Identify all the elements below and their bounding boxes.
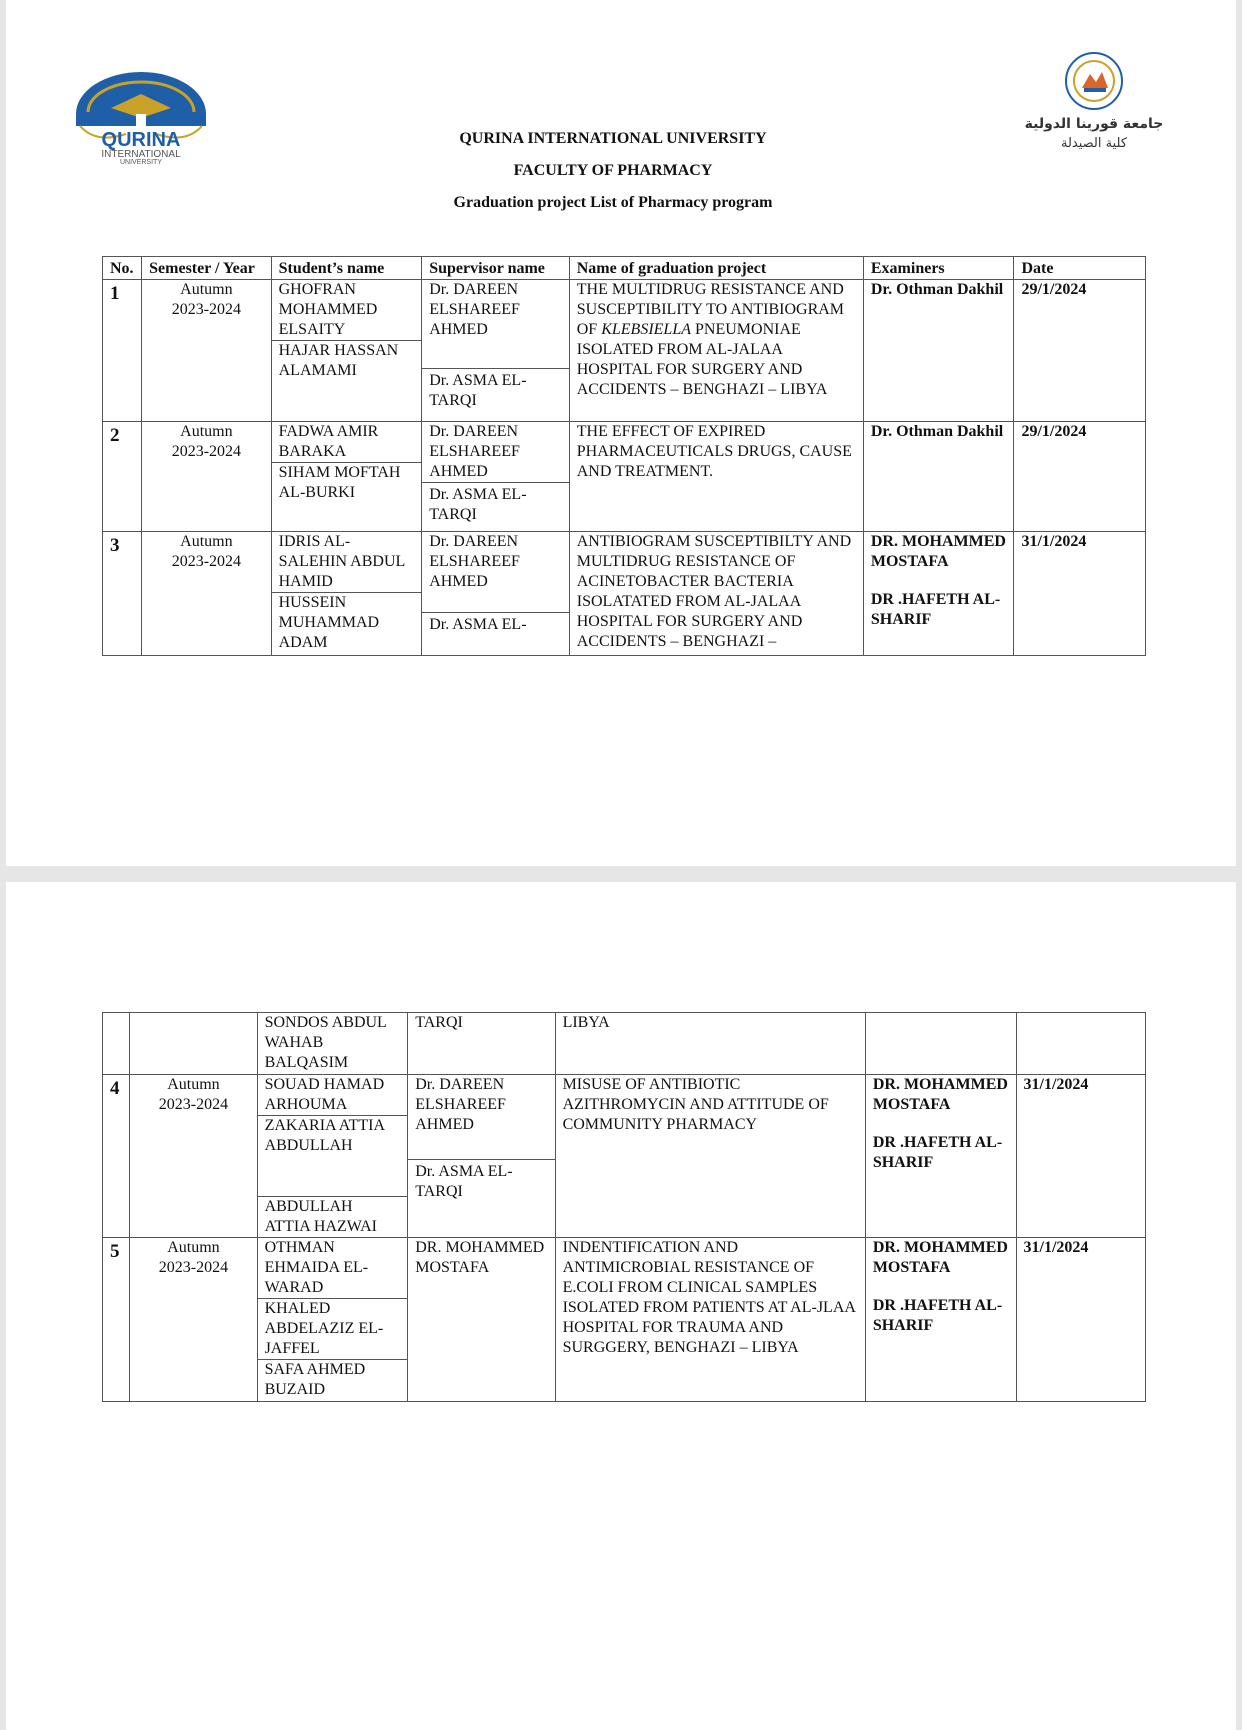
student-name: OTHMAN EHMAIDA EL-WARAD	[258, 1238, 408, 1299]
table-row-continuation	[103, 1013, 1146, 1075]
empty-cell	[1016, 1013, 1146, 1075]
logo-wordmark: QURINA	[101, 129, 181, 151]
year: 2023-2024	[158, 1096, 229, 1113]
column-header-supervisor: Supervisor name	[422, 257, 570, 280]
student-name: FADWA AMIR BARAKA	[272, 422, 422, 463]
semester-cell	[142, 532, 271, 656]
supervisor-name: Dr. DAREEN ELSHAREEF AHMED	[422, 280, 569, 369]
semester-cell	[130, 1238, 257, 1402]
students-cell	[257, 1075, 408, 1238]
empty-cell	[865, 1013, 1016, 1075]
examiners-cell	[865, 1238, 1016, 1402]
examiner: DR. MOHAMMED MOSTAFA	[872, 1239, 1008, 1276]
graduation-projects-table	[102, 256, 1146, 656]
arabic-faculty-name: كلية الصيدلة	[1060, 136, 1128, 151]
document-page-2	[6, 882, 1236, 1730]
date-cell: 31/1/2024	[1016, 1238, 1146, 1402]
column-header-project: Name of graduation project	[569, 257, 863, 280]
supervisors-cell	[422, 532, 570, 656]
supervisor-name: Dr. DAREEN ELSHAREEF AHMED	[422, 422, 569, 483]
students-cell	[271, 532, 422, 656]
row-number: 4	[103, 1075, 130, 1238]
row-number: 5	[103, 1238, 130, 1402]
table-row	[103, 422, 1146, 532]
supervisor-name: Dr. ASMA EL-TARQI	[415, 1163, 513, 1200]
logo-subtext-2: UNIVERSITY	[119, 159, 163, 164]
examiners-cell	[863, 532, 1014, 656]
semester: Autumn	[180, 423, 233, 440]
year: 2023-2024	[171, 301, 242, 318]
logo-subtext: INTERNATIONAL	[101, 149, 181, 160]
project-title: MISUSE OF ANTIBIOTIC AZITHROMYCIN AND ATTITUDE OF COMMUNITY PHARMACY	[555, 1075, 865, 1238]
examiner: DR .HAFETH AL- SHARIF	[870, 591, 1001, 628]
project-title: INDENTIFICATION AND ANTIMICROBIAL RESISTANCE OF E.COLI FROM CLINICAL SAMPLES ISOLATED FROM PATIENTS AT AL-JLAA HOSPITAL FOR TRAUMA AND SURGGERY, BENGHAZI – LIBYA	[555, 1238, 865, 1402]
supervisor-name: TARQI	[408, 1013, 555, 1075]
semester-cell	[130, 1075, 257, 1238]
student-name: HAJAR HASSAN ALAMAMI	[278, 342, 399, 379]
empty-cell	[103, 1013, 130, 1075]
examiner: DR. MOHAMMED MOSTAFA	[870, 533, 1006, 570]
row-number: 2	[103, 422, 142, 532]
semester: Autumn	[180, 533, 233, 550]
empty-cell	[130, 1013, 257, 1075]
student-name: SOUAD HAMAD ARHOUMA	[258, 1075, 408, 1116]
examiner: DR. MOHAMMED MOSTAFA	[872, 1076, 1008, 1113]
year: 2023-2024	[171, 443, 242, 460]
students-cell	[257, 1238, 408, 1402]
project-title-cont: PNEUMONIAE ISOLATED FROM AL-JALAA HOSPITAL FOR SURGERY AND ACCIDENTS – BENGHAZI – LIBYA	[576, 321, 828, 398]
faculty-title: FACULTY OF PHARMACY	[513, 162, 713, 179]
qurina-university-logo	[66, 64, 216, 164]
student-name: KHALED ABDELAZIZ EL-JAFFEL	[258, 1299, 408, 1360]
semester: Autumn	[167, 1076, 220, 1093]
supervisor-name: Dr. DAREEN ELSHAREEF AHMED	[408, 1075, 554, 1160]
list-title: Graduation project List of Pharmacy program	[453, 194, 773, 211]
semester-cell	[142, 280, 271, 422]
table-row	[103, 1075, 1146, 1238]
table-row	[103, 532, 1146, 656]
students-cell	[271, 422, 422, 532]
graduation-projects-table-continued	[102, 1012, 1146, 1402]
student-name: SONDOS ABDUL WAHAB BALQASIM	[257, 1013, 408, 1075]
project-title-italic: KLEBSIELLA	[601, 321, 691, 338]
examiner: Dr. Othman Dakhil	[863, 280, 1014, 422]
student-name: GHOFRAN MOHAMMED ELSAITY	[272, 280, 422, 341]
student-name: HUSSEIN MUHAMMAD ADAM	[278, 594, 380, 651]
table-row	[103, 280, 1146, 422]
supervisor-name: Dr. ASMA EL-TARQI	[429, 486, 527, 523]
column-header-date: Date	[1014, 257, 1146, 280]
examiner: Dr. Othman Dakhil	[863, 422, 1014, 532]
year: 2023-2024	[171, 553, 242, 570]
table-header-row	[103, 257, 1146, 280]
supervisor-name: DR. MOHAMMED MOSTAFA	[408, 1238, 555, 1402]
supervisor-name: Dr. ASMA EL-TARQI	[429, 372, 527, 409]
university-title: QURINA INTERNATIONAL UNIVERSITY	[459, 130, 767, 147]
date-cell: 31/1/2024	[1016, 1075, 1146, 1238]
examiner: DR .HAFETH AL- SHARIF	[872, 1134, 1003, 1171]
student-name: ZAKARIA ATTIA ABDULLAH	[258, 1116, 408, 1197]
semester: Autumn	[167, 1239, 220, 1256]
row-number: 3	[103, 532, 142, 656]
student-name: ABDULLAH ATTIA HAZWAI	[264, 1198, 377, 1235]
semester: Autumn	[180, 281, 233, 298]
project-title: ANTIBIOGRAM SUSCEPTIBILTY AND MULTIDRUG RESISTANCE OF ACINETOBACTER BACTERIA ISOLATATED FROM AL-JALAA HOSPITAL FOR SURGERY AND ACCIDENTS – BENGHAZI –	[569, 532, 863, 656]
project-title: THE EFFECT OF EXPIRED PHARMACEUTICALS DRUGS, CAUSE AND TREATMENT.	[569, 422, 863, 532]
column-header-student: Student’s name	[271, 257, 422, 280]
supervisor-name: Dr. ASMA EL-	[429, 616, 527, 633]
column-header-examiners: Examiners	[863, 257, 1014, 280]
students-cell	[271, 280, 422, 422]
semester-cell	[142, 422, 271, 532]
date-cell: 31/1/2024	[1014, 532, 1146, 656]
year: 2023-2024	[158, 1259, 229, 1276]
date-cell: 29/1/2024	[1014, 280, 1146, 422]
examiners-cell	[865, 1075, 1016, 1238]
project-title: THE MULTIDRUG RESISTANCE AND SUSCEPTIBILITY TO ANTIBIOGRAM OF	[576, 281, 845, 338]
column-header-no: No.	[103, 257, 142, 280]
document-page-1	[6, 0, 1236, 866]
project-title: LIBYA	[555, 1013, 865, 1075]
supervisors-cell	[422, 280, 570, 422]
project-title-cell	[569, 280, 863, 422]
table-row	[103, 1238, 1146, 1402]
row-number: 1	[103, 280, 142, 422]
student-name: IDRIS AL-SALEHIN ABDUL HAMID	[272, 532, 422, 593]
column-header-semester: Semester / Year	[142, 257, 271, 280]
supervisor-name: Dr. DAREEN ELSHAREEF AHMED	[422, 532, 569, 613]
date-cell: 29/1/2024	[1014, 422, 1146, 532]
student-name: SIHAM MOFTAH AL-BURKI	[278, 464, 401, 501]
arabic-university-name: جامعة قورينا الدولية	[1024, 116, 1164, 132]
examiner: DR .HAFETH AL- SHARIF	[872, 1297, 1003, 1334]
supervisors-cell	[408, 1075, 555, 1238]
supervisors-cell	[422, 422, 570, 532]
student-name: SAFA AHMED BUZAID	[264, 1361, 366, 1398]
